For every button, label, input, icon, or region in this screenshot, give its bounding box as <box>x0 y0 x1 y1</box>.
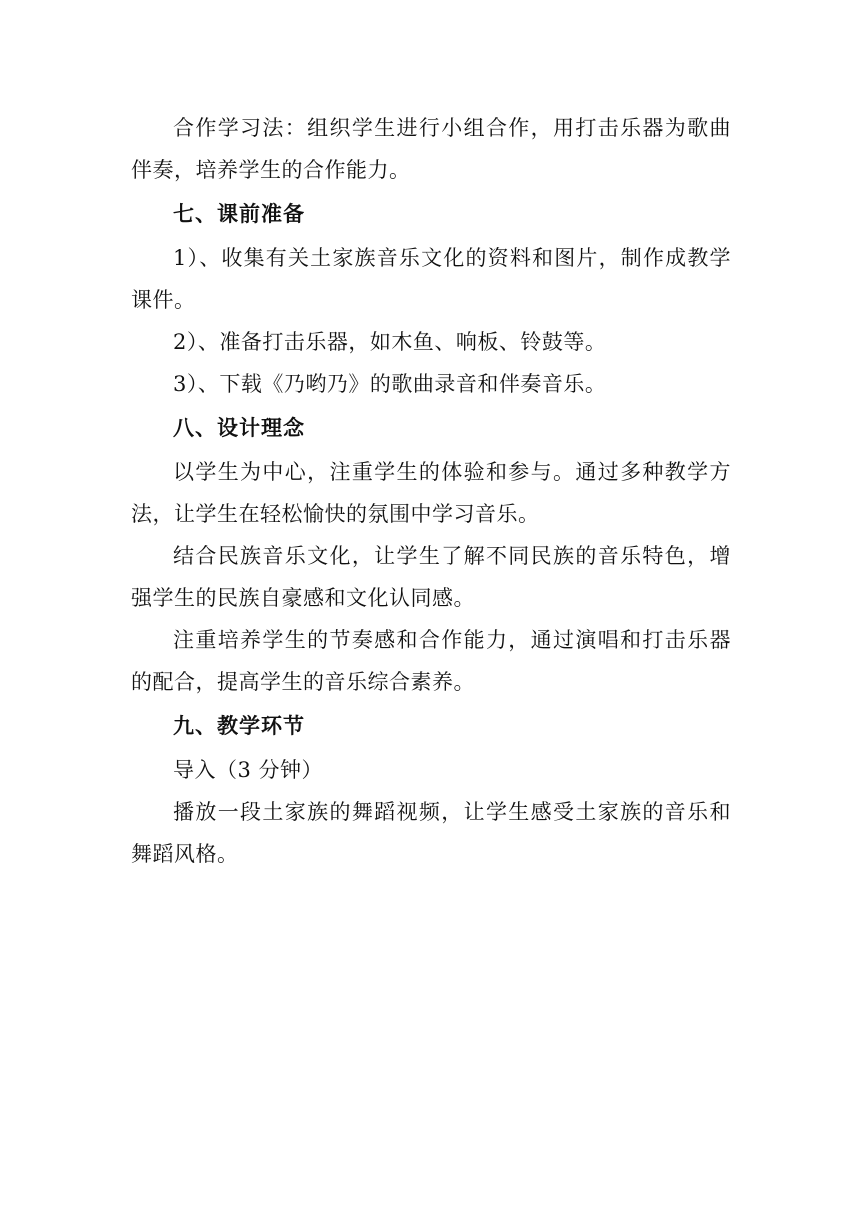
list-item-song-download: 3）、下载《乃哟乃》的歌曲录音和伴奏音乐。 <box>173 372 607 396</box>
list-item-instruments: 2）、准备打击乐器，如木鱼、响板、铃鼓等。 <box>173 330 607 354</box>
section-heading-teaching-steps: 九、教学环节 <box>173 714 305 738</box>
section-heading-design-concept: 八、设计理念 <box>173 416 305 440</box>
section-heading-preparation: 七、课前准备 <box>173 202 305 226</box>
paragraph-cooperative-learning: 合作学习法：组织学生进行小组合作，用打击乐器为歌曲伴奏，培养学生的合作能力。 <box>131 116 731 182</box>
paragraph-rhythm-cooperation: 注重培养学生的节奏感和合作能力，通过演唱和打击乐器的配合，提高学生的音乐综合素养。 <box>131 628 731 694</box>
paragraph-student-centered: 以学生为中心，注重学生的体验和参与。通过多种教学方法，让学生在轻松愉快的氛围中学习音乐。 <box>131 460 731 526</box>
paragraph-ethnic-culture: 结合民族音乐文化，让学生了解不同民族的音乐特色，增强学生的民族自豪感和文化认同感。 <box>131 544 731 610</box>
paragraph-introduction-time: 导入（3 分钟） <box>173 758 324 782</box>
list-item-courseware: 1）、收集有关土家族音乐文化的资料和图片，制作成教学课件。 <box>131 246 731 312</box>
paragraph-introduction-video: 播放一段土家族的舞蹈视频，让学生感受土家族的音乐和舞蹈风格。 <box>131 800 731 866</box>
document-body <box>131 107 731 875</box>
